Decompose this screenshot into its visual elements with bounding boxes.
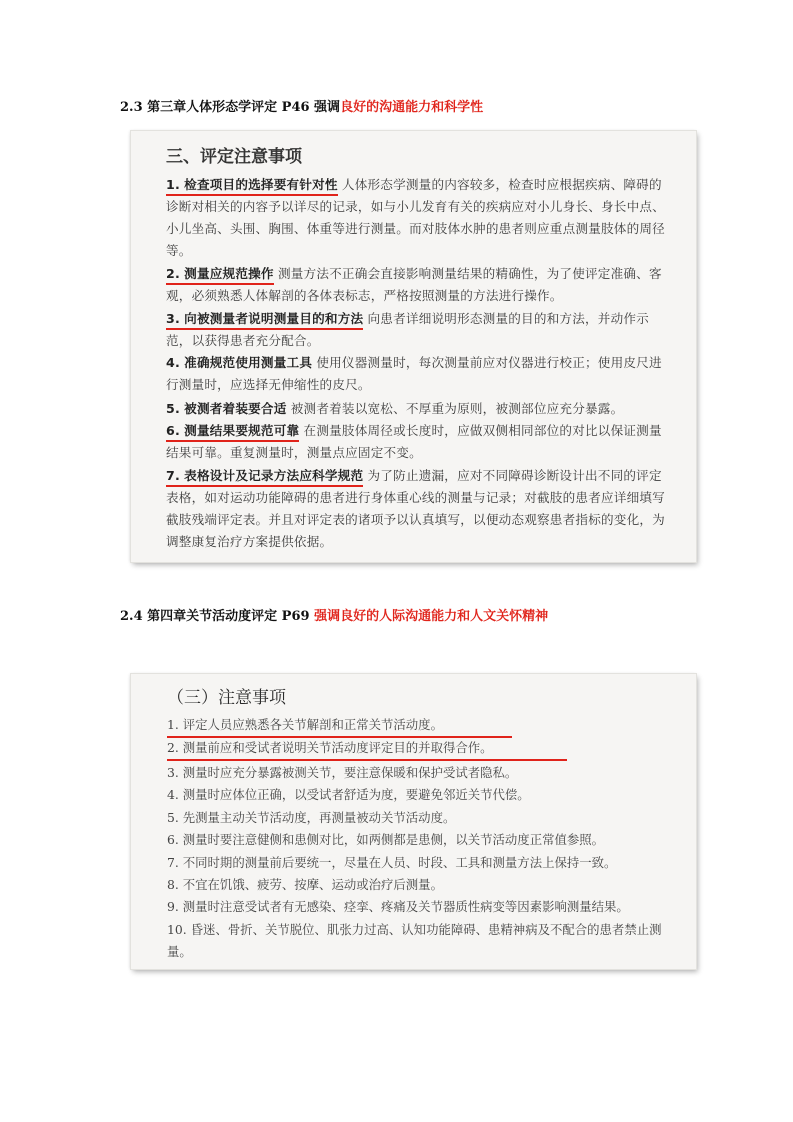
excerpt-title: （三）注意事项 — [167, 688, 286, 708]
section-2-3-heading-highlight: 良好的沟通能力和科学性 — [340, 100, 484, 115]
note-line-10: 10. 昏迷、骨折、关节脱位、肌张力过高、认知功能障碍、患精神病及不配合的患者禁止测量。 — [167, 922, 662, 960]
note-item-5 — [166, 398, 674, 420]
item-1-underlined-heading — [166, 177, 338, 196]
note-line-8: 8. 不宜在饥饿、疲劳、按摩、运动或治疗后测量。 — [167, 877, 443, 892]
note-line-3: 3. 测量时应充分暴露被测关节，要注意保暖和保护受试者隐私。 — [167, 765, 518, 780]
note-line-7: 7. 不同时期的测量前后要统一，尽量在人员、时段、工具和测量方法上保持一致。 — [167, 855, 617, 870]
item-title: 表格设计及记录方法应科学规范 — [184, 468, 364, 483]
item-text: 向患者详细说明形态测量的目的和方法，并动作示范，以获得患者充分配合。 — [166, 311, 649, 348]
item-number: 6. — [166, 423, 180, 438]
item-number: 4. — [166, 355, 180, 370]
item-2-underlined-heading — [166, 266, 274, 285]
note-line-1: 1. 评定人员应熟悉各关节解剖和正常关节活动度。 — [167, 714, 512, 738]
item-text: 使用仪器测量时，每次测量前应对仪器进行校正；使用皮尺进行测量时，应选择无伸缩性的皮尺。 — [166, 355, 662, 392]
note-item-7 — [166, 465, 674, 553]
note-item-6 — [166, 420, 674, 464]
item-text: 为了防止遗漏，应对不同障碍诊断设计出不同的评定表格，如对运动功能障碍的患者进行身体重心线的测量与记录；对截肢的患者应详细填写截肢残端评定表。并且对评定表的诸项予以认真填写，以便动态观察患者指标的变化，为调整康复治疗方案提供依据。 — [166, 468, 665, 549]
excerpt-title: 三、评定注意事项 — [166, 147, 302, 167]
item-title: 测量结果要规范可靠 — [184, 423, 300, 438]
note-line-2: 2. 测量前应和受试者说明关节活动度评定目的并取得合作。 — [167, 737, 567, 761]
item-text: 被测者着装以宽松、不厚重为原则，被测部位应充分暴露。 — [290, 401, 624, 416]
note-item-3 — [166, 308, 674, 352]
item-title: 测量应规范操作 — [184, 266, 274, 281]
section-2-4-heading — [120, 609, 548, 625]
item-6-underlined-heading — [166, 423, 299, 442]
item-title: 检查项目的选择要有针对性 — [184, 177, 338, 192]
item-number: 7. — [166, 468, 180, 483]
note-line-9: 9. 测量时注意受试者有无感染、痉挛、疼痛及关节器质性病变等因素影响测量结果。 — [167, 899, 629, 914]
item-3-underlined-heading — [166, 311, 363, 330]
note-item-4 — [166, 352, 674, 396]
item-text: 人体形态学测量的内容较多，检查时应根据疾病、障碍的诊断对相关的内容予以详尽的记录，如与小儿发育有关的疾病应对小儿身长、身长中点、小儿坐高、头围、胸围、体重等进行测量。而对肢体水肿的患者则应重点测量肢体的周径等。 — [166, 177, 665, 258]
textbook-excerpt-2-4 — [131, 674, 696, 969]
note-item-1 — [166, 174, 674, 262]
item-number: 3. — [166, 311, 180, 326]
item-title: 准确规范使用测量工具 — [184, 355, 313, 370]
textbook-excerpt-2-3 — [131, 131, 696, 562]
item-7-underlined-heading — [166, 468, 363, 487]
item-number: 2. — [166, 266, 180, 281]
item-text: 在测量肢体周径或长度时，应做双侧相同部位的对比以保证测量结果可靠。重复测量时，测量点应固定不变。 — [166, 423, 662, 460]
item-number: 1. — [166, 177, 180, 192]
section-2-3-heading — [120, 100, 483, 116]
item-number: 5. — [166, 401, 180, 416]
section-2-3-heading-prefix: 2.3 第三章人体形态学评定 P46 强调 — [120, 100, 341, 115]
note-item-2 — [166, 263, 674, 307]
item-text: 测量方法不正确会直接影响测量结果的精确性，为了使评定准确、客观，必须熟悉人体解剖的各体表标志，严格按照测量的方法进行操作。 — [166, 266, 662, 303]
note-line-4: 4. 测量时应体位正确，以受试者舒适为度，要避免邻近关节代偿。 — [167, 787, 530, 802]
item-title: 向被测量者说明测量目的和方法 — [184, 311, 364, 326]
item-title: 被测者着装要合适 — [184, 401, 287, 416]
section-2-4-heading-highlight: 强调良好的人际沟通能力和人文关怀精神 — [314, 609, 549, 624]
note-line-5: 5. 先测量主动关节活动度，再测量被动关节活动度。 — [167, 810, 456, 825]
note-line-6: 6. 测量时要注意健侧和患侧对比，如两侧都是患侧，以关节活动度正常值参照。 — [167, 832, 605, 847]
section-2-4-heading-prefix: 2.4 第四章关节活动度评定 P69 — [120, 609, 315, 624]
